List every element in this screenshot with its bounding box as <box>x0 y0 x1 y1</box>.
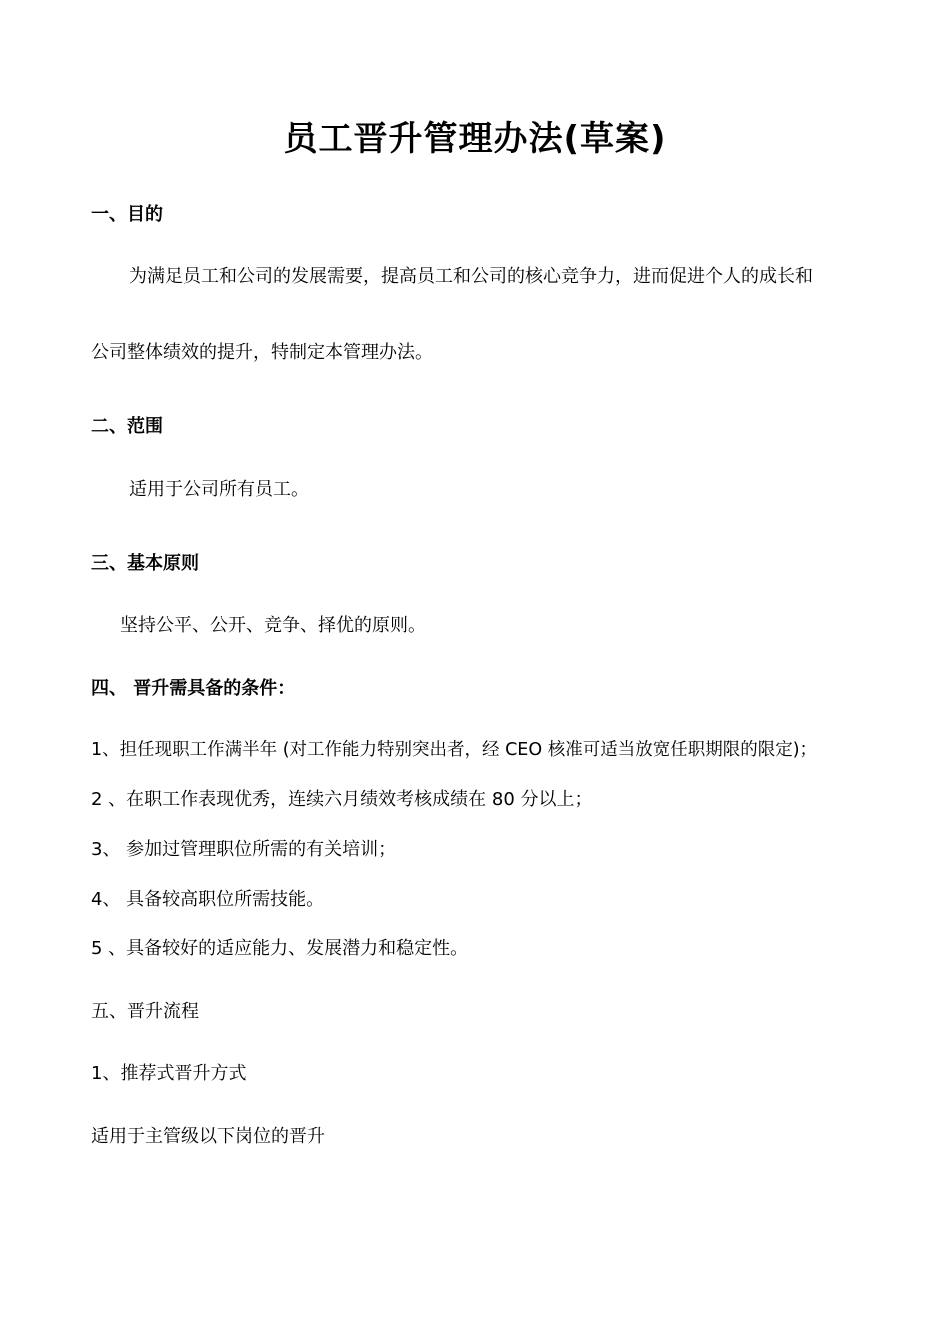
section-heading-purpose: 一、目的 <box>91 204 163 225</box>
section-heading-scope: 二、范围 <box>91 416 163 437</box>
purpose-paragraph-line-2: 公司整体绩效的提升，特制定本管理办法。 <box>91 342 433 363</box>
document-title: 员工晋升管理办法(草案) <box>283 119 667 159</box>
purpose-paragraph-line-1: 为满足员工和公司的发展需要，提高员工和公司的核心竞争力，进而促进个人的成长和 <box>129 266 813 287</box>
process-subheading: 1、推荐式晋升方式 <box>91 1063 247 1084</box>
condition-item: 2 、在职工作表现优秀，连续六月绩效考核成绩在 80 分以上； <box>91 789 593 810</box>
condition-item: 4、 具备较高职位所需技能。 <box>91 889 325 910</box>
section-heading-principles: 三、基本原则 <box>91 553 199 574</box>
scope-paragraph: 适用于公司所有员工。 <box>129 479 309 500</box>
condition-item: 1、担任现职工作满半年 (对工作能力特别突出者，经 CEO 核准可适当放宽任职期限的限定)； <box>91 740 818 760</box>
process-paragraph: 适用于主管级以下岗位的晋升 <box>91 1126 325 1147</box>
section-heading-conditions: 四、 晋升需具备的条件： <box>91 678 296 699</box>
condition-item: 5 、具备较好的适应能力、发展潜力和稳定性。 <box>91 938 469 959</box>
principles-paragraph: 坚持公平、公开、竞争、择优的原则。 <box>120 615 426 636</box>
condition-item: 3、 参加过管理职位所需的有关培训； <box>91 839 397 860</box>
section-heading-process: 五、晋升流程 <box>91 1001 199 1022</box>
